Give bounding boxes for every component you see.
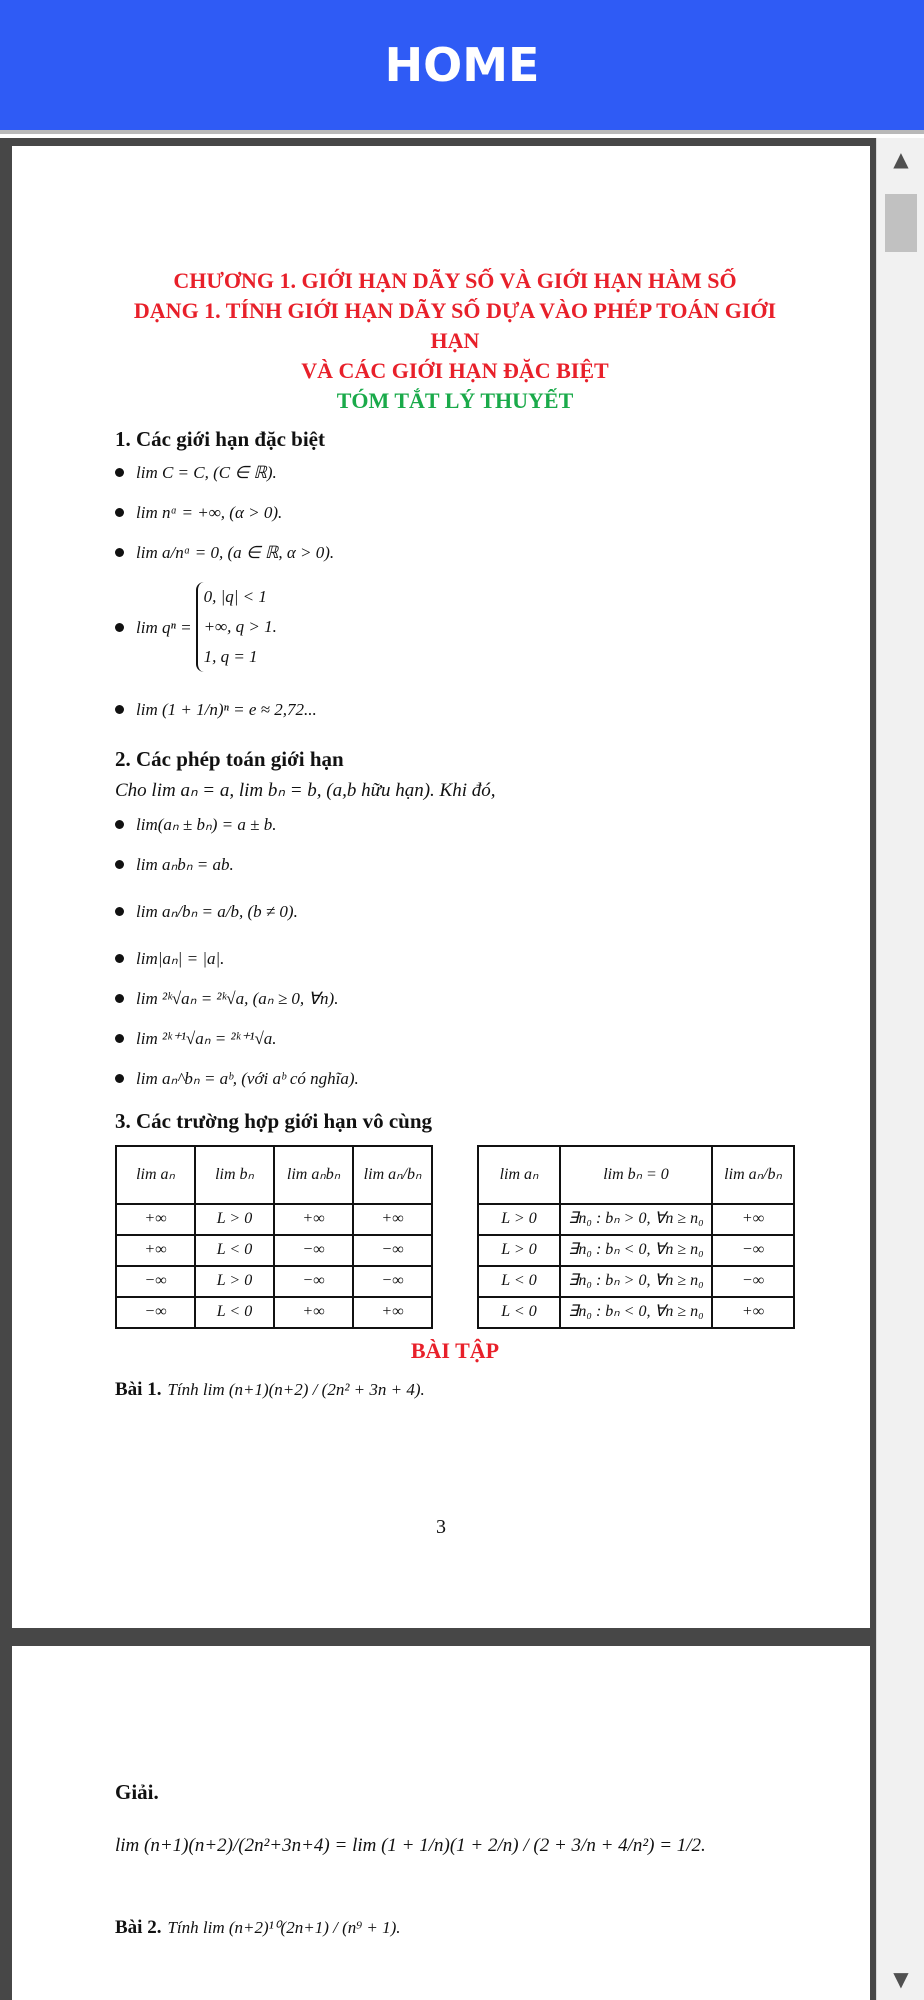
table-header-cell: lim aₙ xyxy=(116,1146,195,1204)
formula: lim|aₙ| = |a|. xyxy=(136,948,225,968)
bullet-icon xyxy=(115,907,124,916)
vertical-scrollbar[interactable] xyxy=(876,138,924,2000)
exercise-1 xyxy=(115,1378,795,1402)
formula: lim aₙbₙ = ab. xyxy=(136,854,234,874)
section-limit-operations: 2. Các phép toán giới hạn xyxy=(115,747,344,772)
table-cell: −∞ xyxy=(353,1266,432,1297)
table-cell: −∞ xyxy=(712,1235,794,1266)
formula: lim(aₙ ± bₙ) = a ± b. xyxy=(136,814,277,834)
theory-summary-title: TÓM TẮT LÝ THUYẾT xyxy=(336,388,574,413)
bullet-icon xyxy=(115,820,124,829)
table-header-cell: lim bₙ = 0 xyxy=(560,1146,712,1204)
solution-formula: lim (n+1)(n+2)/(2n²+3n+4) = lim (1 + 1/n)(1 + 2/n) / (2 + 3/n + 4/n²) = 1/2. xyxy=(115,1835,706,1856)
table-cell: +∞ xyxy=(353,1204,432,1235)
exercise-text: Tính lim (n+2)¹⁰(2n+1) / (n⁹ + 1). xyxy=(167,1918,401,1937)
piecewise-cases xyxy=(196,582,277,672)
list-item xyxy=(115,452,795,492)
list-item xyxy=(115,492,795,532)
table-header-cell: lim aₙ xyxy=(478,1146,560,1204)
table-cell: L > 0 xyxy=(195,1204,274,1235)
table-header-row xyxy=(116,1146,432,1204)
table-cell: L > 0 xyxy=(478,1204,560,1235)
page-number: 3 xyxy=(436,1516,446,1538)
list-item xyxy=(115,1058,795,1098)
list-item xyxy=(115,1018,795,1058)
exercise-label: Bài 2. xyxy=(115,1917,162,1938)
table-cell: +∞ xyxy=(274,1297,353,1328)
table-header-row xyxy=(478,1146,794,1204)
limit-tables xyxy=(115,1145,795,1329)
bullet-icon xyxy=(115,468,124,477)
table-row xyxy=(478,1266,794,1297)
exercise-text: Tính lim (n+1)(n+2) / (2n² + 3n + 4). xyxy=(167,1380,425,1400)
table-row xyxy=(116,1235,432,1266)
list-item xyxy=(115,844,795,884)
bullet-icon xyxy=(115,705,124,714)
bullet-icon xyxy=(115,508,124,517)
scroll-down-icon[interactable]: ▼ xyxy=(893,1967,909,1991)
table-row xyxy=(478,1204,794,1235)
bullet-icon xyxy=(115,623,124,632)
table-header-cell: lim bₙ xyxy=(195,1146,274,1204)
table-cell: L < 0 xyxy=(478,1297,560,1328)
table-cell: +∞ xyxy=(116,1235,195,1266)
table-cell: −∞ xyxy=(116,1266,195,1297)
scroll-thumb[interactable] xyxy=(885,194,917,252)
table-cell: +∞ xyxy=(712,1297,794,1328)
formula: lim a/nᵅ = 0, (a ∈ ℝ, α > 0). xyxy=(136,542,335,562)
case-line: 0, |q| < 1 xyxy=(203,587,267,607)
table-row xyxy=(116,1266,432,1297)
list-item xyxy=(115,572,795,682)
formula: lim ²ᵏ⁺¹√aₙ = ²ᵏ⁺¹√a. xyxy=(136,1028,277,1048)
table-cell: −∞ xyxy=(274,1266,353,1297)
page-content xyxy=(115,266,795,1402)
table-cell: +∞ xyxy=(353,1297,432,1328)
exercise-label: Bài 1. xyxy=(115,1379,162,1400)
table-cell: −∞ xyxy=(353,1235,432,1266)
table-cell: L < 0 xyxy=(195,1235,274,1266)
app-header xyxy=(0,0,924,134)
list-item xyxy=(115,978,795,1018)
pdf-page-4 xyxy=(12,1646,870,2000)
case-line: +∞, q > 1. xyxy=(203,617,277,637)
table-header-cell: lim aₙ/bₙ xyxy=(353,1146,432,1204)
table-cell: L < 0 xyxy=(195,1297,274,1328)
section-special-limits: 1. Các giới hạn đặc biệt xyxy=(115,427,325,451)
pdf-viewer[interactable] xyxy=(0,138,924,2000)
list-item xyxy=(115,682,795,736)
exercise-2 xyxy=(115,1917,795,1939)
exercises-title: BÀI TẬP xyxy=(410,1337,500,1363)
list-item xyxy=(115,938,795,978)
type-title-cont: VÀ CÁC GIỚI HẠN ĐẶC BIỆT xyxy=(301,358,609,383)
piecewise-brace xyxy=(192,582,277,672)
scroll-up-icon[interactable]: ▲ xyxy=(893,147,909,171)
table-cell: L > 0 xyxy=(478,1235,560,1266)
formula: lim nᵅ = +∞, (α > 0). xyxy=(136,502,283,522)
table-cell: ∃n₀ : bₙ < 0, ∀n ≥ n₀ xyxy=(560,1235,712,1266)
table-row xyxy=(478,1235,794,1266)
solution-label: Giải. xyxy=(115,1780,159,1804)
table-cell: L > 0 xyxy=(195,1266,274,1297)
table-cell: L < 0 xyxy=(478,1266,560,1297)
section-infinite-limits: 3. Các trường hợp giới hạn vô cùng xyxy=(115,1109,433,1134)
header-title: HOME xyxy=(384,38,540,92)
table-header-cell: lim aₙ/bₙ xyxy=(712,1146,794,1204)
table-cell: −∞ xyxy=(712,1266,794,1297)
bullet-icon xyxy=(115,1034,124,1043)
page-content xyxy=(115,1780,795,1939)
table-cell: +∞ xyxy=(116,1204,195,1235)
formula: lim qⁿ = xyxy=(136,617,192,637)
table-cell: ∃n₀ : bₙ > 0, ∀n ≥ n₀ xyxy=(560,1266,712,1297)
table-cell: +∞ xyxy=(274,1204,353,1235)
case-line: 1, q = 1 xyxy=(203,647,258,667)
table-header-cell: lim aₙbₙ xyxy=(274,1146,353,1204)
table-row xyxy=(116,1204,432,1235)
bullet-icon xyxy=(115,548,124,557)
table-row xyxy=(116,1297,432,1328)
formula: lim (1 + 1/n)ⁿ = e ≈ 2,72... xyxy=(136,699,317,719)
formula: lim aₙ^bₙ = aᵇ, (với aᵇ có nghĩa). xyxy=(136,1068,359,1088)
table-cell: ∃n₀ : bₙ < 0, ∀n ≥ n₀ xyxy=(560,1297,712,1328)
infinite-limits-table xyxy=(115,1145,433,1329)
bullet-icon xyxy=(115,994,124,1003)
list-item xyxy=(115,804,795,844)
table-cell: ∃n₀ : bₙ > 0, ∀n ≥ n₀ xyxy=(560,1204,712,1235)
bullet-icon xyxy=(115,954,124,963)
table-cell: −∞ xyxy=(274,1235,353,1266)
operations-intro: Cho lim aₙ = a, lim bₙ = b, (a,b hữu hạn). Khi đó, xyxy=(115,779,496,801)
type-title: DẠNG 1. TÍNH GIỚI HẠN DÃY SỐ DỰA VÀO PHÉP TOÁN GIỚI HẠN xyxy=(133,298,777,353)
table-row xyxy=(478,1297,794,1328)
table-cell: +∞ xyxy=(712,1204,794,1235)
formula: lim ²ᵏ√aₙ = ²ᵏ√a, (aₙ ≥ 0, ∀n). xyxy=(136,988,339,1008)
bullet-icon xyxy=(115,1074,124,1083)
chapter-title: CHƯƠNG 1. GIỚI HẠN DÃY SỐ VÀ GIỚI HẠN HÀM SỐ xyxy=(173,268,737,293)
list-item xyxy=(115,884,795,938)
table-cell: −∞ xyxy=(116,1297,195,1328)
formula: lim aₙ/bₙ = a/b, (b ≠ 0). xyxy=(136,901,298,921)
list-item xyxy=(115,532,795,572)
zero-limit-table xyxy=(477,1145,795,1329)
bullet-icon xyxy=(115,860,124,869)
formula: lim C = C, (C ∈ ℝ). xyxy=(136,462,277,482)
pdf-page-3 xyxy=(12,146,870,1628)
